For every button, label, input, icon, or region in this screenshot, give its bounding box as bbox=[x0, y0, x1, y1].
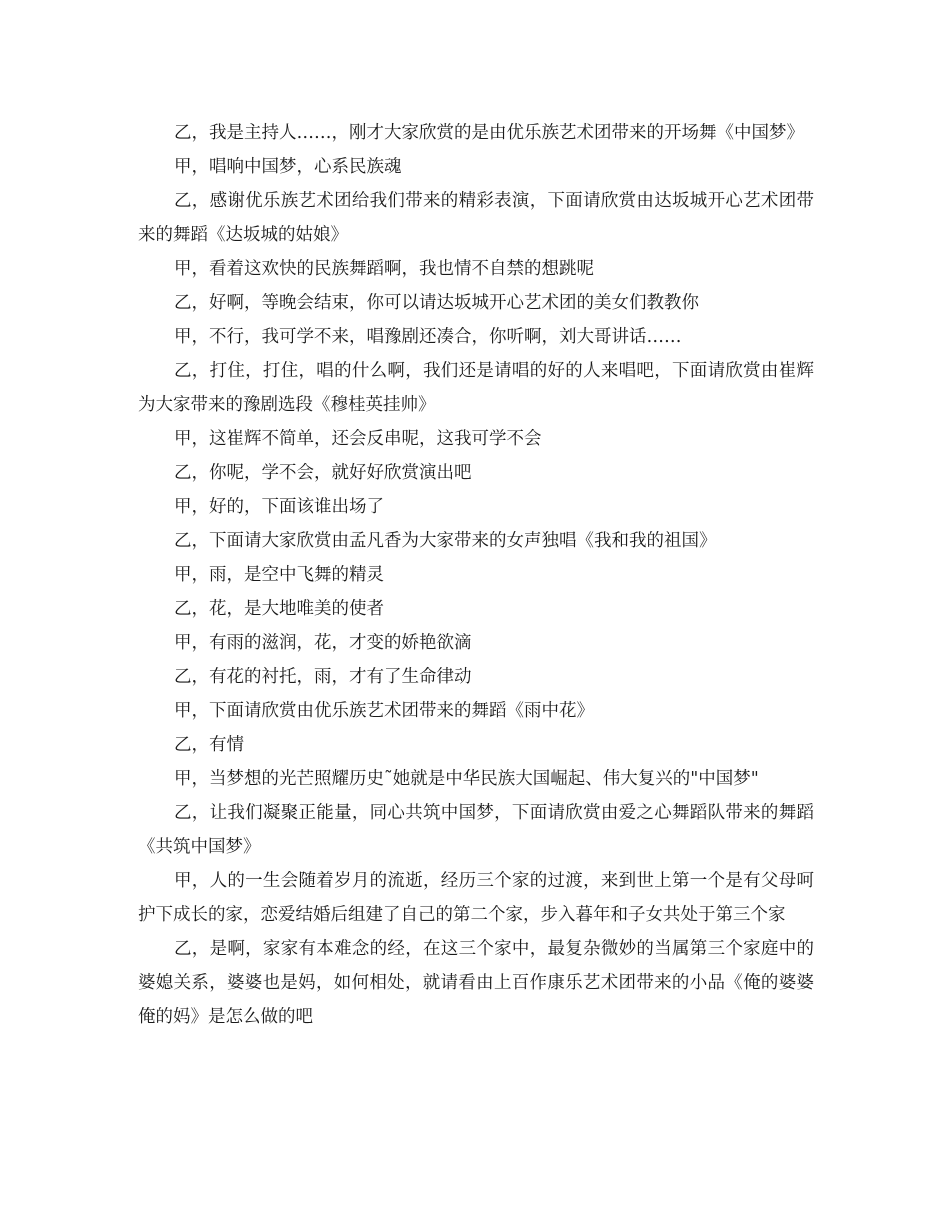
paragraph: 乙，下面请大家欣赏由孟凡香为大家带来的女声独唱《我和我的祖国》 bbox=[174, 531, 717, 551]
paragraph: 甲，有雨的滋润，花，才变的娇艳欲滴 bbox=[174, 633, 472, 653]
paragraph: 甲，看着这欢快的民族舞蹈啊，我也情不自禁的想跳呢 bbox=[174, 259, 594, 279]
paragraph: 甲，当梦想的光芒照耀历史˜她就是中华民族大国崛起、伟大复兴的"中国梦" bbox=[174, 769, 759, 789]
paragraph: 甲，好的，下面该谁出场了 bbox=[174, 497, 384, 517]
paragraph: 乙，是啊，家家有本难念的经，在这三个家中，最复杂微妙的当属第三个家庭中的婆媳关系，婆婆也是妈，如何相处，就请看由上百作康乐艺术团带来的小品《俺的婆婆俺的妈》是怎么做的吧 bbox=[138, 939, 814, 1027]
paragraph: 甲，不行，我可学不来，唱豫剧还凑合，你听啊，刘大哥讲话…… bbox=[174, 327, 682, 347]
paragraph: 甲，人的一生会随着岁月的流逝，经历三个家的过渡，来到世上第一个是有父母呵护下成长的家，恋爱结婚后组建了自己的第二个家，步入暮年和子女共处于第三个家 bbox=[138, 871, 814, 925]
paragraph: 乙，让我们凝聚正能量，同心共筑中国梦，下面请欣赏由爱之心舞蹈队带来的舞蹈《共筑中国梦》 bbox=[138, 803, 814, 857]
paragraph: 乙，我是主持人……，刚才大家欣赏的是由优乐族艺术团带来的开场舞《中国梦》 bbox=[174, 123, 804, 143]
paragraph: 乙，有情 bbox=[174, 735, 244, 755]
paragraph: 甲，唱响中国梦，心系民族魂 bbox=[174, 157, 402, 177]
paragraph: 甲，这崔辉不简单，还会反串呢，这我可学不会 bbox=[174, 429, 542, 449]
paragraph: 乙，好啊，等晚会结束，你可以请达坂城开心艺术团的美女们教教你 bbox=[174, 293, 699, 313]
paragraph: 甲，下面请欣赏由优乐族艺术团带来的舞蹈《雨中花》 bbox=[174, 701, 594, 721]
paragraph: 乙，有花的衬托，雨，才有了生命律动 bbox=[174, 667, 472, 687]
paragraph: 乙，花，是大地唯美的使者 bbox=[174, 599, 384, 619]
paragraph: 乙，感谢优乐族艺术团给我们带来的精彩表演，下面请欣赏由达坂城开心艺术团带来的舞蹈《达坂城的姑娘》 bbox=[138, 191, 814, 245]
paragraph: 乙，你呢，学不会，就好好欣赏演出吧 bbox=[174, 463, 472, 483]
document-body bbox=[138, 116, 814, 1034]
paragraph: 乙，打住，打住，唱的什么啊，我们还是请唱的好的人来唱吧，下面请欣赏由崔辉为大家带来的豫剧选段《穆桂英挂帅》 bbox=[138, 361, 814, 415]
paragraph: 甲，雨，是空中飞舞的精灵 bbox=[174, 565, 384, 585]
